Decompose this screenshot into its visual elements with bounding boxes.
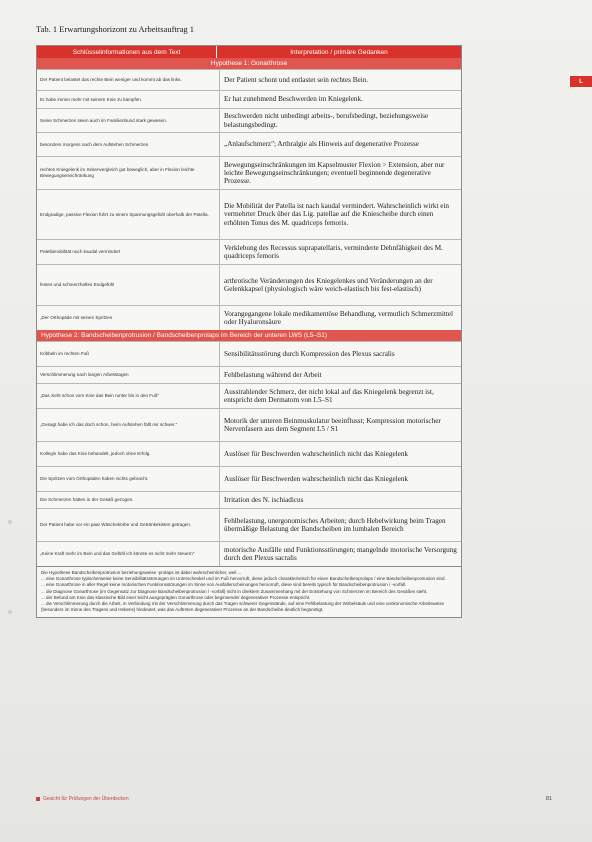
table-row [37, 341, 461, 366]
hypothesis-2-heading: Hypothese 2: Bandscheibenprotrusion / Bandscheibenprolaps im Bereich der unteren LWS (L5–S1) [37, 330, 461, 341]
key-information-cell: „Gesagt habe ich das doch schon, heim Aufstehen fällt mir schwer." [37, 409, 220, 441]
table-row [37, 408, 461, 441]
page-number: 81 [545, 796, 552, 802]
key-information-cell: Die Schmerzen hätten in der Gesäß gezogen. [37, 492, 220, 508]
interpretation-cell: Er hat zunehmend Beschwerden im Kniegelenk. [224, 95, 363, 104]
key-information-cell: Verschlimmerung nach langen Arbeitstagen [37, 367, 220, 383]
hypothesis-1-heading: Hypothese 1: Gonarthrose [37, 58, 461, 69]
key-information-cell: Endgradige, passive Flexion führt zu einem Spannungsgefühl oberhalb der Patella. [37, 190, 220, 239]
header-key-information: Schlüsselinformationen aus dem Text [37, 46, 217, 58]
binder-hole [8, 520, 12, 524]
interpretation-cell: arthrotische Veränderungen des Kniegelenkes und Veränderungen an der Gelenkkapsel (physiologisch wäre weich-elastisch bis fest-elastisch) [224, 276, 433, 293]
table-row [37, 90, 461, 108]
header-interpretation: Interpretation / primäre Gedanken [290, 48, 388, 56]
conclusion-paragraph: Die Hypothese Bandscheibenprotrusion beziehungsweise -prolaps ist dabei wahrscheinlicher, weil ... [41, 570, 242, 575]
interpretation-cell: Vorangegangene lokale medikamentöse Behandlung, vermutlich Schmerzmittel oder Hyaluronsäure [224, 309, 453, 326]
interpretation-cell: Motorik der unteren Beinmuskulatur beeinflusst; Kompression motorischer Nervenfasern aus dem Segment L5 / S1 [224, 416, 441, 433]
interpretation-cell: Verklebung des Recessus suprapatellaris, verminderte Dehnfähigkeit des M. quadriceps femoris [224, 243, 443, 260]
key-information-cell: „Das zieht schon vom Knie das Bein runter bis in den Fuß" [37, 384, 220, 408]
chapter-tab: L [570, 76, 592, 87]
table-row [37, 491, 461, 508]
interpretation-cell: „Anlaufschmerz"; Arthralgie als Hinweis auf degenerative Prozesse [224, 140, 419, 149]
interpretation-cell: Ausstrahlender Schmerz, der nicht lokal auf das Kniegelenk begrenzt ist, entspricht dem Dermatom von L5–S1 [224, 387, 434, 404]
table-row [37, 441, 461, 466]
table-row [37, 508, 461, 541]
binder-hole [8, 610, 12, 614]
key-information-cell: festes und schmerzhaftes Endgefühl [37, 265, 220, 305]
conclusion-paragraph: ... eine Gonarthrose typischerweise keine Sensibilitätsstörungen im Unterschenkel und im Fuß hervorruft, diese jedoch charakteristisch für einen Bandscheibenprolaps / eine Bandscheibenprotrusion sind. [41, 576, 446, 582]
conclusion-text [37, 566, 461, 617]
key-information-cell: Die Spritzen vom Orthopäden haben nichts gebracht. [37, 467, 220, 491]
conclusion-paragraph: ... die Verschlimmerung durch die Arbeit, in Verbindung mit der Verschlimmerung durch das Tragen schwerer Gegenstände, auf eine Fehlbelastung der Wirbelsäule und eine unökonomische Arbeitsweise (besonders im Sinne des Tragens und Hebens) hindeutet, was das Auftreten degenerativer Prozesse an der Bandscheibe deutlich begünstigt. [41, 601, 444, 613]
conclusion-paragraph: ... die Diagnose Gonarthrose (im Gegensatz zur Diagnose Bandscheibenprotrusion / -vorfall) nicht in direktem Zusammenhang mit der Entstehung von Schmerzen im Bereich des Gesäßes steht. [41, 588, 428, 594]
interpretation-cell: Bewegungseinschränkungen im Kapselmuster Flexion > Extension, aber nur leichte Bewegungseinschränkungen; eventuell beginnende degenerative Prozesse. [224, 160, 445, 186]
table-row [37, 189, 461, 239]
conclusion-paragraph: ... der Befund am Knie das klassische Bild einer leicht ausgeprägten Gonarthrose oder beginnender degenerativer Prozesse entspricht. [41, 594, 311, 600]
footer-text: Gesicht für Prüfungen der Überdecken [43, 796, 129, 802]
interpretation-cell: Sensibilitätsstörung durch Kompression des Plexus sacralis [224, 349, 395, 358]
key-information-cell: Kollegin habe das Knie behandelt, jedoch ohne Erfolg. [37, 442, 220, 466]
table-row [37, 466, 461, 491]
footer-square-icon [36, 797, 40, 801]
key-information-cell: „Der Orthopäde mit seinen Spritzen [37, 306, 220, 330]
interpretation-cell: Fehlbelastung während der Arbeit [224, 370, 322, 379]
interpretation-cell: Der Patient schont und entlastet sein rechtes Bein. [224, 75, 369, 84]
table-row [37, 239, 461, 264]
running-footer [36, 796, 129, 802]
table-row [37, 366, 461, 383]
key-information-cell: Patellamobilität nach kaudal vermindert [37, 240, 220, 264]
table-row [37, 264, 461, 305]
interpretation-cell: Auslöser für Beschwerden wahrscheinlich nicht das Kniegelenk [224, 474, 409, 483]
expectation-table [36, 45, 462, 618]
interpretation-cell: Auslöser für Beschwerden wahrscheinlich nicht das Kniegelenk [224, 449, 409, 458]
key-information-cell: „Keine Kraft mehr im Bein und das Gefühl ich könnte es nicht mehr steuern" [37, 542, 220, 566]
interpretation-cell: Beschwerden nicht unbedingt arbeits-, berufsbedingt, beziehungsweise belastungsbedingt. [224, 112, 429, 129]
table-row [37, 156, 461, 189]
table-row [37, 69, 461, 90]
key-information-cell: rechtes Kniegelenk im Seitenvergleich gut beweglich, aber in Flexion leichte Bewegungseinschränkung [37, 157, 220, 189]
key-information-cell: Kribbeln im rechten Fuß [37, 342, 220, 366]
conclusion-paragraph: ... eine Gonarthrose in aller Regel keine motorischen Funktionsstörungen im Sinne von Ausfallerscheinungen hervorruft, diese sind bereits typisch für Bandscheibenprotrusion / -vorfall. [41, 582, 407, 588]
key-information-cell: besonders morgens nach dem Aufstehen Schmerzen [37, 133, 220, 156]
interpretation-cell: motorische Ausfälle und Funktionsstörungen; mangelnde motorische Versorgung durch den Plexus sacralis [224, 545, 457, 562]
table-row [37, 305, 461, 330]
interpretation-cell: Fehlbelastung, unergonomisches Arbeiten; durch Hebelwirkung beim Tragen übermäßige Belastung der Bandscheiben im lumbalen Bereich [224, 516, 446, 533]
key-information-cell: Seine Schmerzen seien auch im Familienbund stark gewesen. [37, 109, 220, 132]
interpretation-cell: Die Mobilität der Patella ist nach kaudal vermindert. Wahrscheinlich wirkt ein vermehrter Druck über das Lig. patellae auf die Kniescheibe durch einen erhöhten Tonus des M. quadriceps femoris. [224, 202, 450, 227]
key-information-cell: Der Patient belastet das rechte Bein weniger und kommt ab das links. [37, 70, 220, 90]
table-row [37, 132, 461, 156]
table-title: Tab. 1 Erwartungshorizont zu Arbeitsauftrag 1 [36, 24, 195, 34]
table-header [37, 46, 461, 58]
key-information-cell: Der Patient habe vor ein paar Wäschekörbe und Getränkekisten getragen. [37, 509, 220, 541]
interpretation-cell: Irritation des N. ischiadicus [224, 495, 304, 504]
table-row [37, 108, 461, 132]
table-row [37, 383, 461, 408]
table-row [37, 541, 461, 566]
key-information-cell: Er habe immer mehr mit seinem Knie zu kämpfen. [37, 91, 220, 108]
